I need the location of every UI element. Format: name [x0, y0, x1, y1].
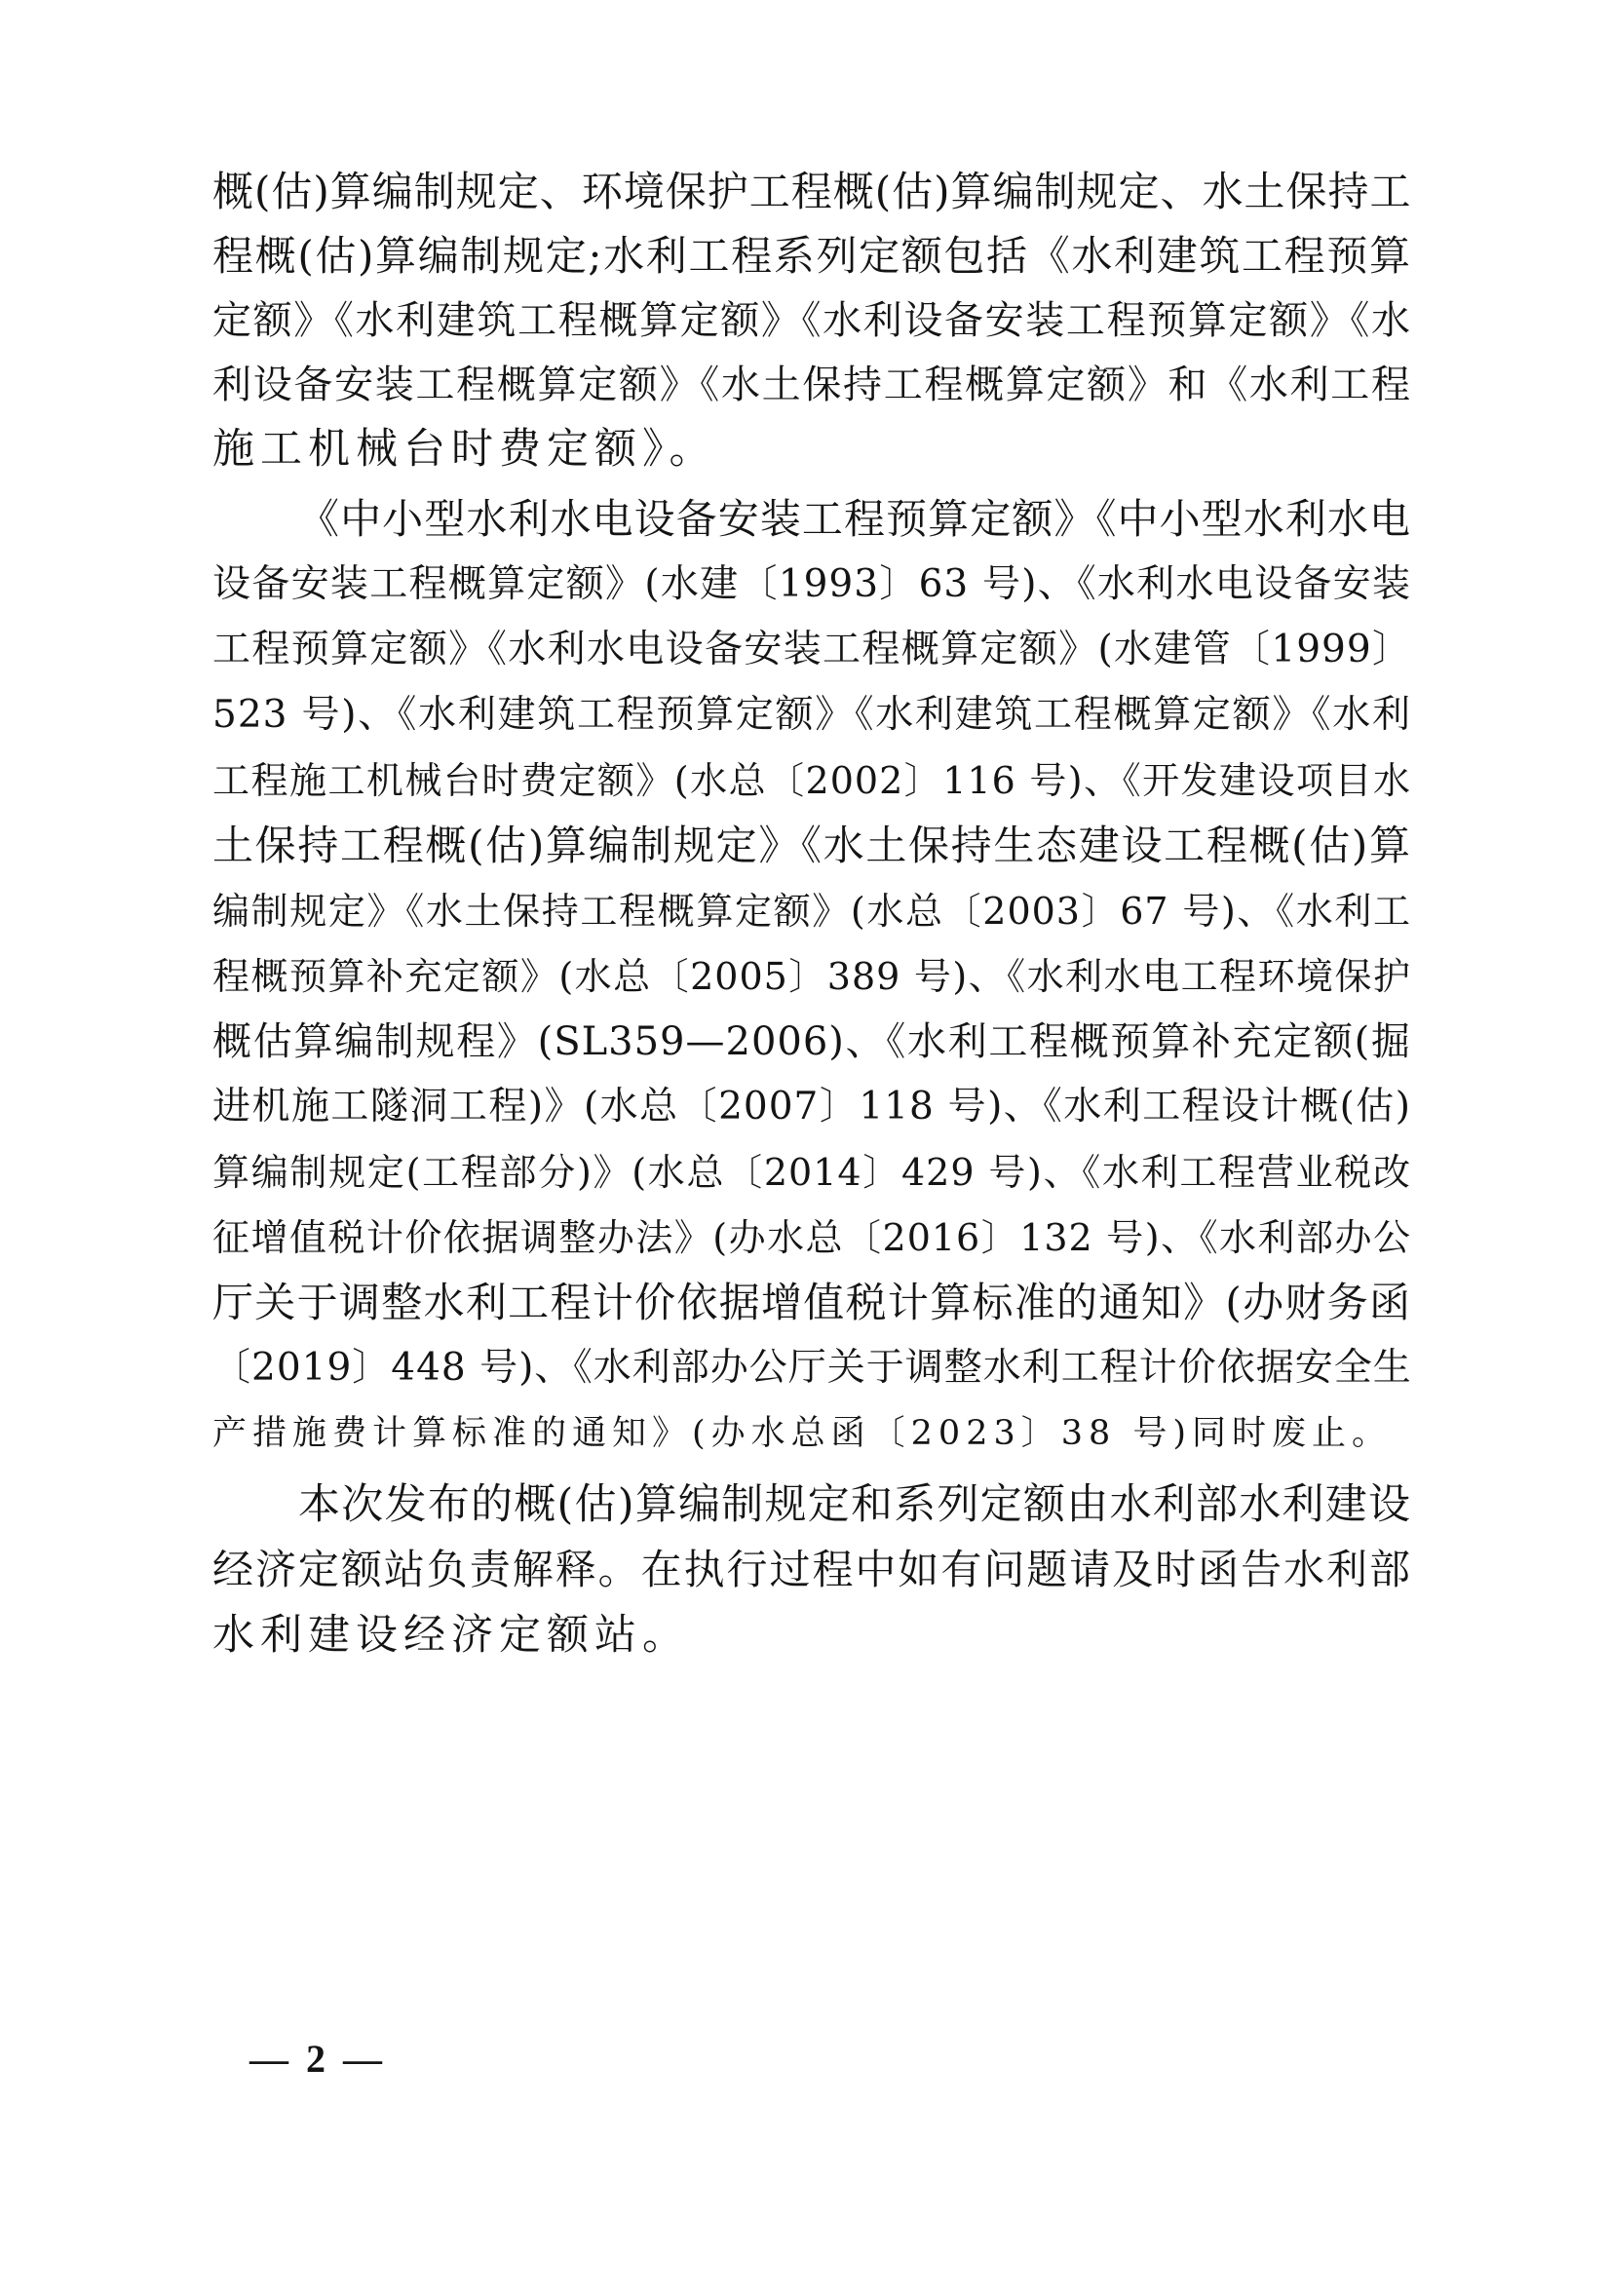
p1-line-2: 程概(估)算编制规定;水利工程系列定额包括《水利建筑工程预算	[212, 232, 1411, 280]
page-number: — 2 —	[249, 2037, 386, 2081]
p2-line-14: 〔2019〕448 号)、《水利部办公厅关于调整水利工程计价依据安全生	[212, 1346, 1412, 1390]
p2-line-10: 进机施工隧洞工程)》(水总〔2007〕118 号)、《水利工程设计概(估)	[212, 1085, 1411, 1129]
p2-line-12: 征增值税计价依据调整办法》(办水总〔2016〕132 号)、《水利部办公	[212, 1216, 1411, 1259]
p2-line-4: 523 号)、《水利建筑工程预算定额》《水利建筑工程概算定额》《水利	[212, 693, 1411, 737]
p2-line-2: 设备安装工程概算定额》(水建〔1993〕63 号)、《水利水电设备安装	[212, 562, 1411, 606]
p1-line-3: 定额》《水利建筑工程概算定额》《水利设备安装工程预算定额》《水	[212, 298, 1411, 343]
p2-line-9: 概估算编制规程》(SL359—2006)、《水利工程概预算补充定额(掘	[212, 1019, 1411, 1064]
p2-line-13: 厅关于调整水利工程计价依据增值税计算标准的通知》(办财务函	[212, 1279, 1411, 1326]
p2-line-6: 土保持工程概(估)算编制规定》《水土保持生态建设工程概(估)算	[212, 822, 1411, 869]
p2-line-3: 工程预算定额》《水利水电设备安装工程概算定额》(水建管〔1999〕	[212, 628, 1411, 671]
p2-line-1: 《中小型水利水电设备安装工程预算定额》《中小型水利水电	[298, 495, 1411, 543]
p1-line-5: 施工机械台时费定额》。	[212, 425, 717, 474]
p2-line-8: 程概预算补充定额》(水总〔2005〕389 号)、《水利水电工程环境保护	[212, 955, 1411, 998]
p2-line-7: 编制规定》《水土保持工程概算定额》(水总〔2003〕67 号)、《水利工	[212, 890, 1411, 933]
p2-line-15: 产措施费计算标准的通知》(办水总函〔2023〕38 号)同时废止。	[212, 1414, 1393, 1453]
p3-line-2: 经济定额站负责解释。在执行过程中如有问题请及时函告水利部	[212, 1546, 1411, 1593]
p2-line-5: 工程施工机械台时费定额》(水总〔2002〕116 号)、《开发建设项目水	[212, 759, 1411, 802]
p3-line-3: 水利建设经济定额站。	[212, 1611, 690, 1660]
p3-line-1: 本次发布的概(估)算编制规定和系列定额由水利部水利建设	[298, 1480, 1411, 1529]
p2-line-11: 算编制规定(工程部分)》(水总〔2014〕429 号)、《水利工程营业税改	[212, 1151, 1411, 1194]
p1-line-4: 利设备安装工程概算定额》《水土保持工程概算定额》和《水利工程	[212, 363, 1411, 407]
p1-line-1: 概(估)算编制规定、环境保护工程概(估)算编制规定、水土保持工	[212, 168, 1412, 215]
